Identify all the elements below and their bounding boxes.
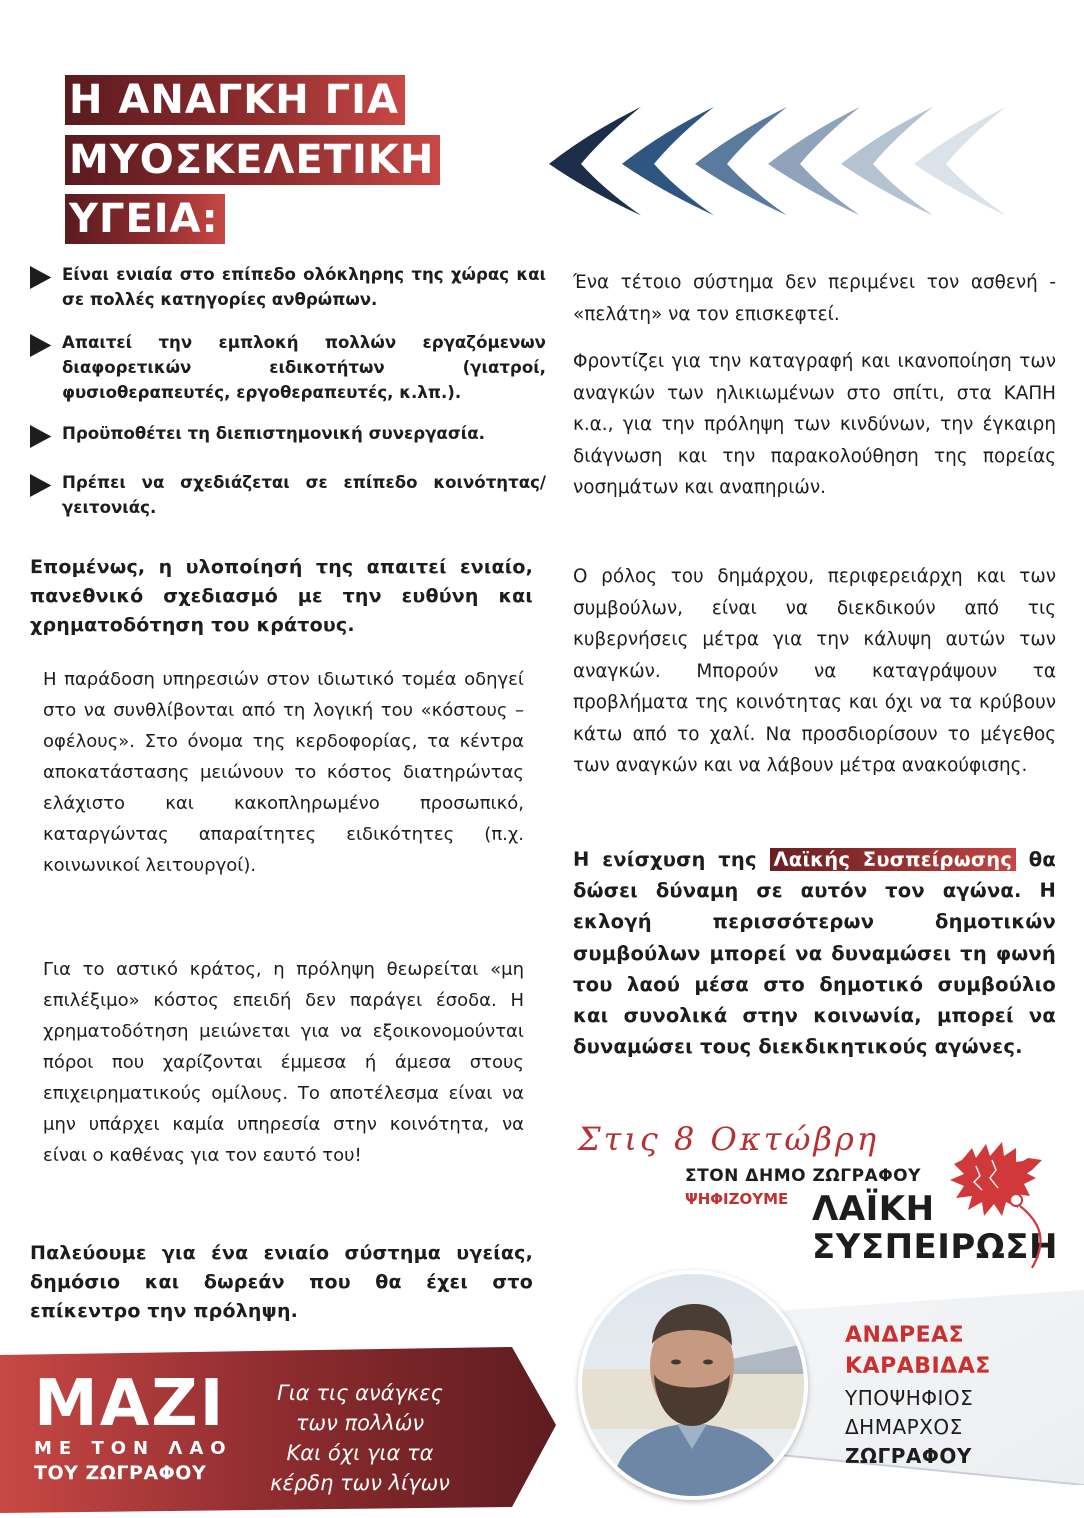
bullet-text: Πρέπει να σχεδιάζεται σε επίπεδο κοινότητας/γειτονιάς. — [62, 473, 546, 517]
candidate-first-name: ΑΝΔΡΕΑΣ — [845, 1323, 965, 1348]
party-name-line-1: ΛΑΪΚΗ — [812, 1189, 935, 1229]
strengthening-text-start: Η ενίσχυση της — [573, 848, 770, 871]
bullet-item — [30, 262, 546, 312]
chevrons-decoration-icon — [545, 105, 1005, 217]
title-line-2: ΜΥΟΣΚΕΛΕΤΙΚΗ — [65, 135, 440, 185]
bullet-text: Απαιτεί την εμπλοκή πολλών εργαζόμενων διαφορετικών ειδικοτήτων (γιατροί, φυσιοθεραπευτές, εργοθεραπευτές, κ.λπ.). — [62, 333, 546, 402]
carnation-logo-icon — [932, 1130, 1072, 1270]
slogan-line: των πολλών — [295, 1411, 425, 1435]
slogan-line: Και όχι για τα — [286, 1441, 434, 1465]
paragraph-strengthening — [573, 844, 1056, 1062]
triangle-arrow-icon — [30, 474, 51, 497]
candidate-role-line-2: ΔΗΜΑΡΧΟΣ — [845, 1415, 963, 1439]
banner-slogan — [250, 1378, 470, 1498]
paragraph-system: Ένα τέτοιο σύστημα δεν περιμένει τον ασθενή - «πελάτη» να τον επισκεφτεί. — [573, 272, 1056, 325]
bullet-item — [30, 330, 546, 405]
banner-line-2: ΜΕ ΤΟΝ ΛΑΟ — [34, 1438, 233, 1459]
party-highlight: Λαϊκής Συσπείρωσης — [770, 848, 1017, 871]
paragraph-care: Φροντίζει για την καταγραφή και ικανοποίηση των αναγκών των ηλικιωμένων στο σπίτι, στα ΚΑΠΗ κ.α., για την πρόληψη των κινδύνων, την έγκαιρη διάγνωση και την παρακολούθηση της πορείας νοσημάτων και αναπηριών. — [573, 351, 1056, 498]
chevron-icon — [914, 107, 1005, 216]
candidate-last-name: ΚΑΡΑΒΙΔΑΣ — [845, 1354, 991, 1379]
vote-label: ΨΗΦΙΖΟΥΜΕ — [685, 1190, 789, 1208]
banner-line-3: ΤΟΥ ΖΩΓΡΑΦΟΥ — [34, 1462, 207, 1484]
candidate-city: ΖΩΓΡΑΦΟΥ — [845, 1444, 972, 1468]
paragraph-private-sector: Η παράδοση υπηρεσιών στον ιδιωτικό τομέα οδηγεί στο να συνθλίβονται από τη λογική του «κόστους – οφέλους». Στο όνομα της κερδοφορίας, τα κέντρα αποκατάστασης μειώνουν το κόστος διατηρώντας ελάχιστο και κακοπληρωμένο προσωπικό, καταργώντας απαραίτητες ειδικότητες (π.χ. κοινωνικοί λειτουργοί). — [43, 669, 524, 876]
bullet-text: Είναι ενιαία στο επίπεδο ολόκληρης της χώρας και σε πολλές κατηγορίες ανθρώπων. — [62, 265, 546, 309]
election-date: Στις 8 Οκτώβρη — [578, 1120, 879, 1158]
triangle-arrow-icon — [30, 266, 51, 289]
candidate-name — [845, 1320, 991, 1382]
slogan-line: κέρδη των λίγων — [270, 1471, 450, 1495]
municipality-label: ΣΤΟΝ ΔΗΜΟ ΖΩΓΡΑΦΟΥ — [685, 1166, 921, 1186]
candidate-role-line-1: ΥΠΟΨΗΦΙΟΣ — [845, 1386, 974, 1410]
conclusion-text: Επομένως, η υλοποίησή της απαιτεί ενιαίο, πανεθνικό σχεδιασμό με την ευθύνη και χρηματοδότηση του κράτους. — [30, 556, 533, 636]
bullet-text: Προϋποθέτει τη διεπιστημονική συνεργασία. — [62, 424, 485, 443]
bullet-list — [30, 262, 546, 540]
paragraph-mayor-role: Ο ρόλος του δημάρχου, περιφερειάρχη και των συμβούλων, είναι να διεκδικούν από τις κυβερνήσεις μέτρα για την κάλυψη αυτών των αναγκών. Μπορούν να καταγράψουν τα προβλήματα της κοινότητας και όχι να τα κρύβουν κάτω από το χαλί. Να προσδιορίσουν το μέγεθος των αναγκών και να λάβουν μέτρα ανακούφισης. — [573, 566, 1056, 776]
strengthening-text-end: θα δώσει δύναμη σε αυτόν τον αγώνα. Η εκλογή περισσότερων δημοτικών συμβούλων μπορεί να δυναμώσει τη φωνή του λαού μέσα στο δημοτικό συμβούλιο και συνολικά στην κοινωνία, μπορεί να δυναμώσει τους διεκδικητικούς αγώνες. — [573, 848, 1057, 1059]
candidate-portrait-icon — [582, 1274, 804, 1496]
candidate-photo — [578, 1270, 808, 1500]
party-name-line-2: ΣΥΣΠΕΙΡΩΣΗ — [812, 1227, 1058, 1267]
closing-statement: Παλεύουμε για ένα ενιαίο σύστημα υγείας, δημόσιο και δωρεάν που θα έχει στο επίκεντρο την πρόληψη. — [30, 1242, 533, 1322]
triangle-arrow-icon — [30, 334, 51, 357]
bullet-item — [30, 421, 546, 446]
banner-mazi: ΜΑΖΙ — [34, 1367, 226, 1441]
candidate-role — [845, 1384, 973, 1442]
paragraph-state: Για το αστικό κράτος, η πρόληψη θεωρείται «μη επιλέξιμο» κόστος επειδή δεν παράγει έσοδα. Η χρηματοδότηση μειώνεται για να εξοικονομούνται πόροι που χαρίζονται έμμεσα ή άμεσα στους επιχειρηματικούς ομίλους. Το αποτέλεσμα είναι να μην υπάρχει καμία υπηρεσία στην κοινότητα, να είναι ο καθένας για τον εαυτό του! — [43, 959, 524, 1166]
bullet-item — [30, 470, 546, 520]
title-line-1: Η ΑΝΑΓΚΗ ΓΙΑ — [65, 75, 405, 125]
triangle-arrow-icon — [30, 425, 51, 448]
slogan-line: Για τις ανάγκες — [277, 1381, 443, 1405]
title-line-3: ΥΓΕΙΑ: — [65, 194, 225, 244]
